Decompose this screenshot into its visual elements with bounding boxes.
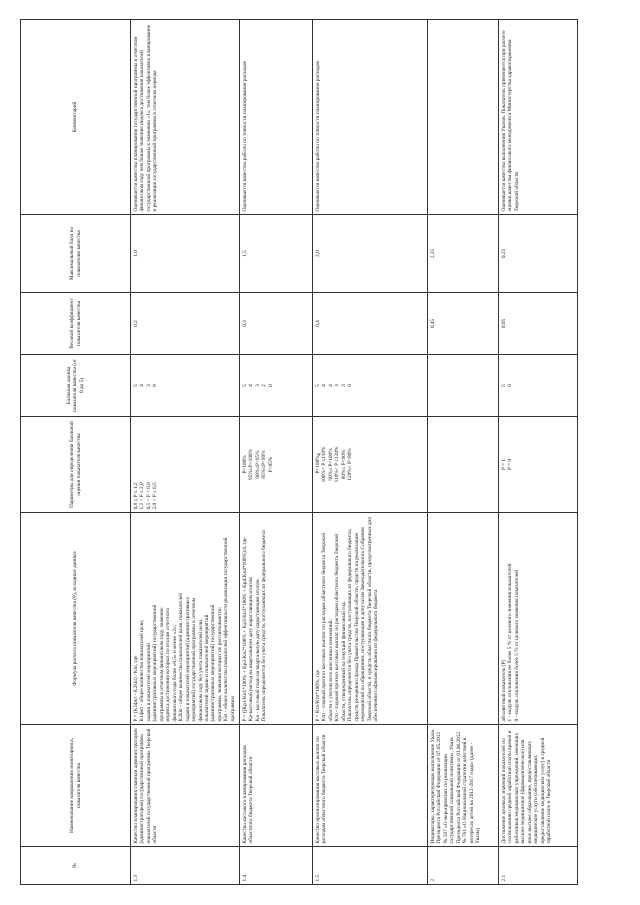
header-params: Параметры для определения балльной оценки показателя качества	[21, 417, 131, 513]
row-weight: 0,3	[240, 293, 313, 355]
param-line: 0,8 ≤ P ≤ 1,2	[133, 482, 139, 510]
row-formula	[499, 513, 578, 725]
score-value: 4	[139, 384, 146, 387]
formula-line: P = ((Kp1/Kн1*100% + Kp2/Kн2*100% + Kp3/Kн3*100% + Kp4/Kн4*100%)/4, где	[242, 537, 248, 722]
formula-line: (административных мероприятий) государственной	[152, 604, 159, 722]
row-weight: 0,05	[499, 293, 578, 355]
rotated-page	[20, 20, 620, 885]
formula-line: P = Ктп/Ктп*100%, где	[315, 670, 321, 722]
row-weight: 0,45	[428, 293, 499, 355]
row-formula	[428, 513, 499, 725]
row-max: 1,0	[131, 215, 240, 293]
param-line: 100%< P ≤110%	[321, 446, 328, 483]
header-num: №	[21, 847, 131, 885]
row-scores	[499, 355, 578, 417]
score-value: 0	[152, 384, 159, 387]
param-line: 1,2 < P ≤ 2,0	[139, 482, 146, 510]
score-value: 3	[254, 384, 261, 387]
param-line: P<85%	[267, 456, 274, 473]
page-number: 4	[317, 453, 323, 456]
monitoring-table	[20, 19, 578, 885]
row-scores	[240, 355, 313, 417]
row-params	[240, 417, 313, 513]
row-formula	[131, 513, 240, 725]
param-line: P = 1	[501, 458, 507, 471]
row-direction: Качество кассового планирования расходов областного бюджета Тверской области	[240, 725, 313, 847]
formula-line: задачи и показателей мероприятий	[145, 643, 152, 722]
row-params	[428, 417, 499, 513]
formula-line: финансовом году без учета показателей цели,	[197, 618, 204, 722]
row-direction: Качество прогнозирования кассовых выплат по расходам областного бюджета Тверской области	[313, 725, 428, 847]
row-comment: Оценивается качество выполнения Указов. Показатель применяется при расчете оценки качества финансового менеджмента Министерства здравоохранения Тверской области	[499, 20, 578, 215]
param-line: 2,0 < P ≤ 0,5	[152, 482, 159, 510]
score-value: 3	[340, 384, 347, 387]
row-num: 1.3	[131, 847, 240, 885]
param-line: 90%≤P<95%	[254, 450, 261, 479]
row-scores	[313, 355, 428, 417]
formula-line: Kp-кассовый расход на квартальную дату нарастающим итогом;	[248, 576, 255, 722]
formula-line: (административных мероприятий) государственной	[210, 604, 217, 722]
row-comment	[428, 20, 499, 215]
row-direction: Достижение целевых значений показателей по соотношению средней заработной платы врачей и работников медицинских учреждений, имеющих высшее медицинское (фармацевтическое) или иное высшее образование, предоставляющих медицинские услуги (обеспечивающих предоставление медицинских услуг) к средней заработной плате в Тверской области	[499, 725, 578, 847]
formula-line: K2kkt - общее количество показателей цели, показателей	[178, 592, 185, 722]
formula-line: абсолютный показатель (P)	[501, 659, 507, 722]
row-formula	[313, 513, 428, 725]
formula-line: 1 - модуль отклонения не более 5 % от целевого значения показателей	[507, 563, 514, 722]
row-comment: Оценивается качество работы по точности планирования расходов	[313, 20, 428, 215]
formula-line: Kн - кассовый план на квартальную дату нарастающим итогом.	[254, 578, 261, 722]
header-max: Максимальный балл по показателю качества	[21, 215, 131, 293]
formula-line: показателей задачи и показателей мероприятий	[203, 614, 210, 722]
table-header-row	[21, 20, 131, 885]
formula-line: мероприятий) государственной программы в отчетном	[191, 597, 198, 722]
row-params	[131, 417, 240, 513]
param-line: 110%< P ≤120%	[334, 446, 341, 483]
row-comment: Оценивается качество работы по точности планирования расходов	[240, 20, 313, 215]
score-value: 0	[267, 384, 274, 387]
row-scores	[428, 355, 499, 417]
header-direction: Наименование направления мониторинга, показателя качества	[21, 725, 131, 847]
score-value: 4	[321, 384, 328, 387]
row-comment: Оценивается качество планирования государственной программы в отчетном финансовом году чем ближе значение индекса достижения показателей государственной программы к значению «1», тем более эффективно планирование и реализация государственной программы в отчетном периоде	[131, 20, 240, 215]
row-formula	[240, 513, 313, 725]
formula-line: финансового года более «0,5» и менее «2»;	[171, 624, 178, 722]
score-value: 5	[242, 384, 248, 387]
header-comment: Комментарий	[21, 20, 131, 215]
param-line: 0,5 < P < 0,8	[145, 482, 152, 510]
table-row	[428, 20, 499, 885]
row-scores	[131, 355, 240, 417]
table-row	[131, 20, 240, 885]
param-line: P=100%	[242, 455, 248, 474]
header-formula: Формула расчета показателя качества (P), исходные данные	[21, 513, 131, 725]
row-max: 1,5	[240, 215, 313, 293]
formula-line: индекса достижения которых по итогам отчетного	[165, 607, 172, 722]
table-row	[313, 20, 428, 885]
row-max: 2,25	[428, 215, 499, 293]
row-params	[313, 417, 428, 513]
row-max: 0,25	[499, 215, 578, 293]
score-value: 3	[334, 384, 341, 387]
formula-line: Показатель определяется без учета средств, поступающих из федерального бюджета	[261, 530, 268, 722]
header-weight: Весовой коэффициент показателя качества	[21, 293, 131, 355]
param-line: P = 0	[507, 458, 514, 471]
param-line: 80%≤ P<90%	[340, 449, 347, 480]
formula-line: P = (K1фкт - K2kkt) / Kkt, где	[133, 655, 139, 722]
score-value: 5	[315, 384, 321, 387]
score-value: 4	[327, 384, 334, 387]
row-max: 2,0	[313, 215, 428, 293]
row-params	[499, 417, 578, 513]
score-value: 5	[133, 384, 139, 387]
header-score: Балльная оценка показателя качества (от 0 до 5)	[21, 355, 131, 417]
formula-line: Ктп – годовой прогноз кассовых выплат по расходам областного бюджета Тверской области с учетом всех внесенных изменений;	[321, 532, 334, 722]
row-direction: Индикаторы, характеризующие выполнение Указа Президента Российской Федерации от 07.05.2012 № 597 «О мероприятиях по реализации государственной социальной политики», Указа Президента Российской Федерации от 01.06.2012 № 761 «О Национальной стратегии действий в интересах детей на 2012-2017 годы» (далее - Указы)	[428, 725, 499, 847]
formula-line: программы в отчетном финансовом году, значение	[158, 607, 165, 722]
score-value: 3	[145, 384, 152, 387]
row-num: 1.5	[313, 847, 428, 885]
row-weight: 0,2	[131, 293, 240, 355]
row-weight: 0,4	[313, 293, 428, 355]
row-num: 1.4	[240, 847, 313, 885]
formula-line: Ктп - годовой прогноз кассовых выплат по расходам областного бюджета Тверской области, утвержденный на текущий финансовый год.	[334, 533, 347, 722]
score-value: 0	[347, 384, 354, 387]
score-value: 0	[507, 384, 514, 387]
param-line: P=100%	[315, 455, 321, 474]
formula-line: задачи и показателей мероприятий (административных	[184, 596, 191, 722]
param-line: 90%≤ P<100%	[327, 448, 334, 481]
table-row	[240, 20, 313, 885]
formula-line: программы, значения которых не рассчитываются;	[216, 607, 223, 722]
param-line: 120%< P<80%	[347, 448, 354, 481]
param-line: 95%≤P<100%	[248, 449, 255, 480]
formula-line: Kkt - общее количество показателей эффективности реализации государственной программы	[223, 537, 236, 722]
formula-line: Показатель определяется без учета средств, поступающих из федерального бюджета, средств резервного фонда Правительства Тверской области, средств на реализацию мероприятий по обращениям, поступающим к депутатам Законодательного Собрания Тверской области, и средств областного бюджета Тверской области, предусмотренных для обеспечения софинансирования из федерального бюджета	[347, 517, 380, 722]
formula-line: 0 - модуль отклонения более 5 % от целевого значения показателей	[513, 569, 520, 722]
row-num: 2	[428, 847, 499, 885]
score-value: 5	[501, 384, 507, 387]
table-row	[499, 20, 578, 885]
row-direction: Качество планирования главным администратором (администратором) государственной программы показателей государственной программы Тверской области	[131, 725, 240, 847]
param-line: 85%≤P<90%	[261, 450, 268, 479]
score-value: 4	[248, 384, 255, 387]
row-num: 2.1	[499, 847, 578, 885]
score-value: 2	[261, 384, 268, 387]
formula-line: K1фкт - общее количество показателей цели,	[139, 619, 146, 722]
